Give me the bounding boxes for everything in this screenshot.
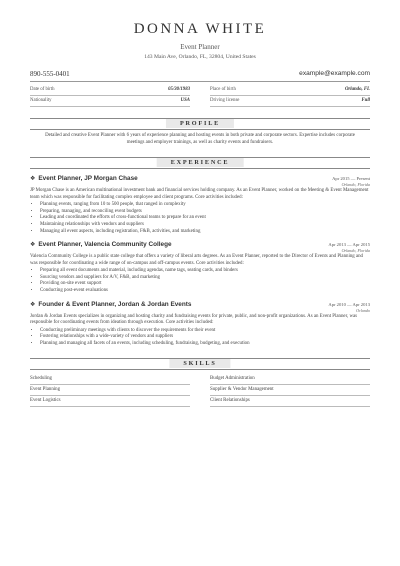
detail-value: USA [180,98,190,103]
job-description: Jordan & Jordan Events specializes in organizing and hosting charity and fundraising events for private, public, and non-profit organizations. As an Event Planner, was responsible for coordinating events from ideation through execution. Core activities included: [30,313,358,326]
detail-value: 05/30/1983 [168,87,190,92]
section-heading-label: EXPERIENCE [157,158,244,167]
job-entry-title-text: Event Planner, JP Morgan Chase [38,175,138,183]
list-item: • Conducting preliminary meetings with clients to discover the requirements for their event [40,328,370,335]
contact-row [30,70,370,78]
detail-date-of-birth [30,85,190,96]
job-entry-title-text: Founder & Event Planner, Jordan & Jordan Events [38,300,192,308]
diamond-bullet-icon: ❖ [30,301,36,308]
job-description: Valencia Community College is a public state college that offers a variety of liberal arts degrees. As an Event Planner, reported to the Director of Events and Planning and was responsible for coordinating a wide range of on-campus and off-campus events. Core activities included: [30,254,363,266]
diamond-bullet-icon: ❖ [30,176,36,183]
list-item: • Managing all event aspects, including registration, F&B, activities, and marketing [40,229,370,236]
job-header [30,301,370,308]
diamond-bullet-icon: ❖ [30,242,36,249]
skills-section-heading [30,356,370,370]
detail-label: Place of birth [210,87,236,92]
detail-value: Orlando, FL [344,87,370,92]
job-date: Apr 2015 — Present [332,176,370,182]
skill-item: Supplier & Vendor Management [210,385,370,396]
job-location: Orlando, Florida [341,182,370,188]
detail-nationality [30,96,190,107]
detail-driving-license [210,96,370,107]
address: 143 Main Ave, Orlando, FL, 32804, United States [144,54,256,60]
list-item: • Planning events, ranging from 10 to 500 people, that ranged in complexity [40,202,370,209]
email: example@example.com [299,70,370,77]
list-item: • Fostering relationships with a wide-variety of vendors and suppliers [40,334,370,341]
job-location: Orlando, Florida [341,248,370,254]
job-date: Apr 2010 — Apr 2013 [328,301,370,307]
job-bullets [30,328,370,348]
phone: 890-555-0401 [30,70,70,78]
list-item: • Providing on-site event support [40,281,370,288]
profile-summary: Detailed and creative Event Planner with 6 years of experience planning and hosting events in both private and corporate sectors. Expertise includes corporate meetings and employer trainings, as well as charity events and fundraisers. [45,133,355,145]
header-divider [30,81,370,82]
job-entry [30,301,370,348]
skill-item: Event Planning [30,385,190,396]
skill-item: Budget Administration [210,373,370,384]
job-title: Event Planner [180,43,220,51]
detail-value: Full [361,98,370,103]
list-item: • Preparing all event documents and material, including agendas, name tags, seating cards, and binders [40,268,370,275]
section-heading-label: SKILLS [169,359,230,368]
skill-item: Event Logistics [30,396,190,407]
profile-section-heading [30,116,370,130]
skill-item: Client Relationships [210,396,370,407]
job-entry-title-text: Event Planner, Valencia Community College [38,241,172,249]
list-item: • Conducting post-event evaluations [40,288,370,295]
job-bullets [30,202,370,235]
job-header [30,241,370,248]
list-item: • Planning and managing all facets of an events, including scheduling, fundraising, budgeting, and execution [40,341,370,348]
job-bullets [30,268,370,294]
personal-details [30,85,370,107]
section-heading-label: PROFILE [166,119,234,128]
candidate-name: DONNA WHITE [133,21,267,37]
detail-label: Nationality [30,98,52,103]
list-item: • Sourcing vendors and suppliers for A/V, F&B, and marketing [40,275,370,282]
job-location: Orlando [356,307,370,313]
job-entry-title [30,241,172,248]
job-entry-title [30,301,191,308]
list-item: • Leading and coordinated the efforts of cross-functional teams to prepare for an event [40,215,370,222]
job-description: JP Morgan Chase is an American multinational investment bank and financial services holding company. As an Event Planner, worked on the Meeting & Event Management team which was responsible for facilitating complex employee and client programs. Core activities included: [30,188,369,200]
list-item: • Preparing, managing, and reconciling event budgets [40,209,370,216]
job-entry-title [30,175,138,182]
job-date: Apr 2013 — Apr 2015 [328,242,370,248]
skills-grid [30,373,370,407]
list-item: • Maintaining relationships with vendors and suppliers [40,222,370,229]
detail-label: Date of birth [30,87,55,92]
detail-label: Driving license [210,98,240,103]
experience-section-heading [30,155,370,169]
skill-item: Scheduling [30,373,190,384]
detail-place-of-birth [210,85,370,96]
job-entry [30,241,370,294]
job-entry [30,175,370,235]
job-header [30,175,370,182]
